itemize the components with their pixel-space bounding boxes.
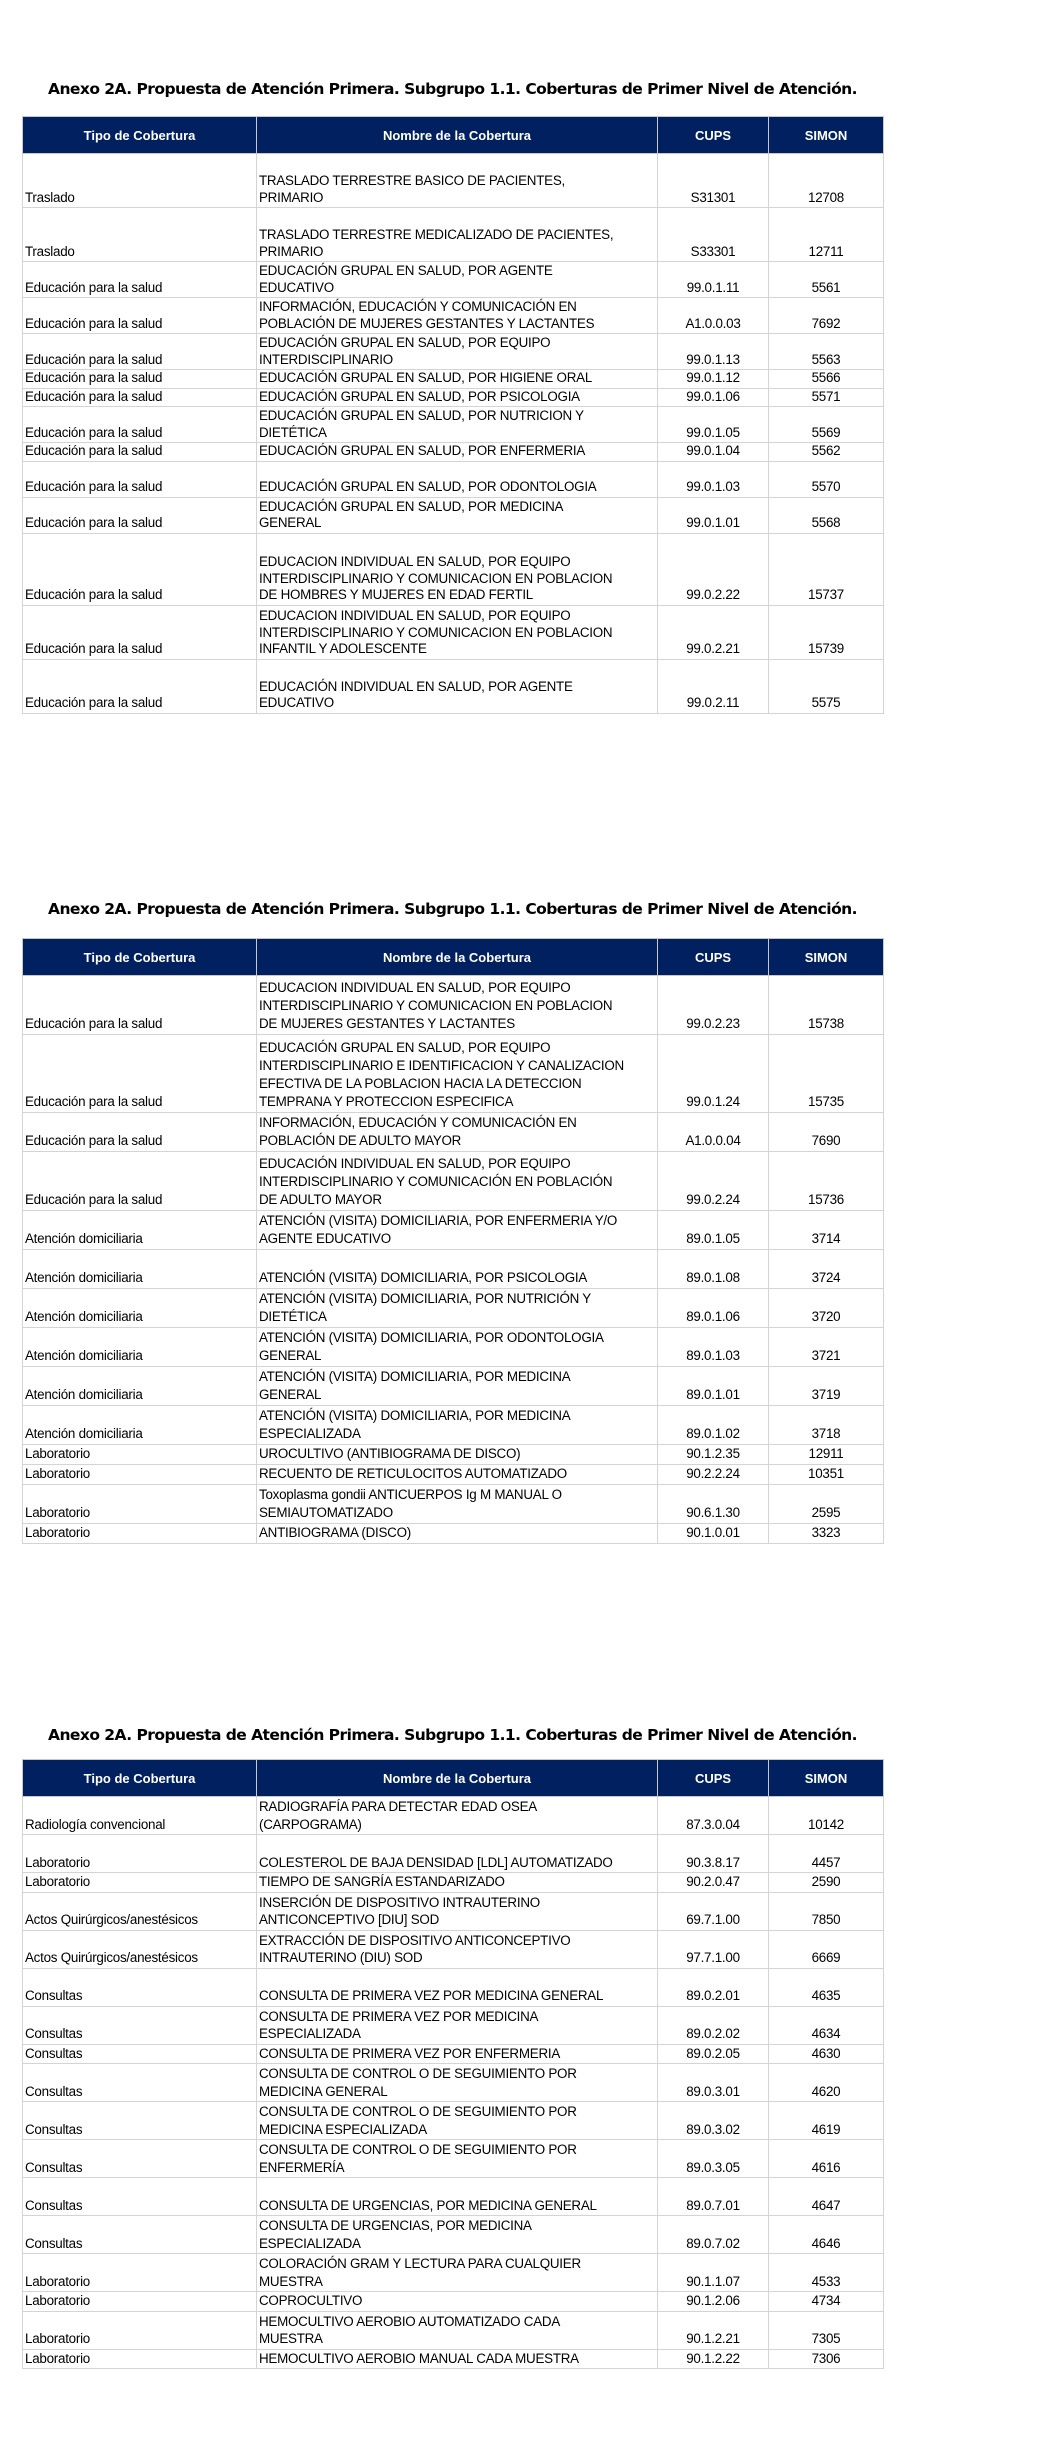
coverage-name-text: EDUCACIÓN GRUPAL EN SALUD, POR PSICOLOGIA bbox=[259, 388, 580, 404]
cell-nombre-cobertura bbox=[257, 1035, 658, 1113]
cell-simon-code: 4646 bbox=[769, 2216, 884, 2254]
cell-cups-code: 99.0.2.23 bbox=[658, 976, 769, 1035]
cell-tipo-cobertura: Traslado bbox=[23, 154, 257, 208]
coverage-name-text: EDUCACIÓN GRUPAL EN SALUD, POR NUTRICION Y DIETÉTICA bbox=[259, 408, 584, 440]
cell-nombre-cobertura bbox=[257, 533, 658, 605]
coverage-name-text: CONSULTA DE CONTROL O DE SEGUIMIENTO POR MEDICINA GENERAL bbox=[259, 2066, 577, 2099]
column-header-simon: SIMON bbox=[769, 1760, 884, 1797]
cell-simon-code: 15739 bbox=[769, 605, 884, 659]
cell-simon-code: 2595 bbox=[769, 1485, 884, 1524]
cell-nombre-cobertura bbox=[257, 1835, 658, 1873]
cell-simon-code: 4647 bbox=[769, 2178, 884, 2216]
table-row bbox=[23, 1930, 884, 1968]
cell-tipo-cobertura: Consultas bbox=[23, 1968, 257, 2006]
cell-tipo-cobertura: Educación para la salud bbox=[23, 605, 257, 659]
cell-cups-code: A1.0.0.04 bbox=[658, 1113, 769, 1152]
coverage-name-text: EDUCACIÓN INDIVIDUAL EN SALUD, POR AGENTE EDUCATIVO bbox=[259, 678, 573, 710]
coverage-name-text: TRASLADO TERRESTRE BASICO DE PACIENTES, PRIMARIO bbox=[259, 173, 565, 205]
cell-cups-code: 99.0.1.06 bbox=[658, 388, 769, 407]
cell-simon-code: 4619 bbox=[769, 2102, 884, 2140]
coverage-name-text: ATENCIÓN (VISITA) DOMICILIARIA, POR MEDICINA ESPECIALIZADA bbox=[259, 1408, 571, 1441]
column-header-cups: CUPS bbox=[658, 939, 769, 976]
cell-cups-code: S31301 bbox=[658, 154, 769, 208]
cell-simon-code: 5570 bbox=[769, 461, 884, 497]
table-row bbox=[23, 1367, 884, 1406]
cell-simon-code: 7850 bbox=[769, 1892, 884, 1930]
coverage-name-text: CONSULTA DE CONTROL O DE SEGUIMIENTO POR ENFERMERÍA bbox=[259, 2142, 577, 2175]
cell-cups-code: S33301 bbox=[658, 208, 769, 262]
cell-cups-code: 69.7.1.00 bbox=[658, 1892, 769, 1930]
cell-tipo-cobertura: Laboratorio bbox=[23, 2254, 257, 2292]
cell-cups-code: 99.0.1.24 bbox=[658, 1035, 769, 1113]
cell-nombre-cobertura bbox=[257, 461, 658, 497]
coverage-table bbox=[22, 938, 884, 1544]
cell-cups-code: 99.0.2.22 bbox=[658, 533, 769, 605]
table-row bbox=[23, 2292, 884, 2312]
coverage-name-text: EDUCACION INDIVIDUAL EN SALUD, POR EQUIPO INTERDISCIPLINARIO Y COMUNICACION EN POBLACION DE HOMBRES Y MUJERES EN EDAD FERTIL bbox=[259, 554, 613, 602]
coverage-name-text: RECUENTO DE RETICULOCITOS AUTOMATIZADO bbox=[259, 1466, 567, 1481]
cell-cups-code: 99.0.1.13 bbox=[658, 334, 769, 370]
table-row bbox=[23, 2140, 884, 2178]
coverage-name-text: ATENCIÓN (VISITA) DOMICILIARIA, POR PSICOLOGIA bbox=[259, 1270, 588, 1285]
coverage-name-text: TRASLADO TERRESTRE MEDICALIZADO DE PACIENTES, PRIMARIO bbox=[259, 227, 614, 259]
cell-tipo-cobertura: Atención domiciliaria bbox=[23, 1289, 257, 1328]
cell-cups-code: 99.0.1.05 bbox=[658, 407, 769, 443]
cell-nombre-cobertura bbox=[257, 2292, 658, 2312]
column-header-nombre: Nombre de la Cobertura bbox=[257, 939, 658, 976]
table-row bbox=[23, 2064, 884, 2102]
cell-simon-code: 15738 bbox=[769, 976, 884, 1035]
cell-tipo-cobertura: Atención domiciliaria bbox=[23, 1328, 257, 1367]
cell-nombre-cobertura bbox=[257, 1873, 658, 1893]
coverage-name-text: EDUCACION INDIVIDUAL EN SALUD, POR EQUIPO INTERDISCIPLINARIO Y COMUNICACION EN POBLACION DE MUJERES GESTANTES Y LACTANTES bbox=[259, 980, 613, 1031]
cell-cups-code: 89.0.1.02 bbox=[658, 1406, 769, 1445]
coverage-name-text: EDUCACIÓN GRUPAL EN SALUD, POR ODONTOLOGIA bbox=[259, 479, 597, 494]
cell-nombre-cobertura bbox=[257, 1367, 658, 1406]
cell-nombre-cobertura bbox=[257, 154, 658, 208]
coverage-name-text: ANTIBIOGRAMA (DISCO) bbox=[259, 1525, 411, 1540]
cell-cups-code: 90.1.2.06 bbox=[658, 2292, 769, 2312]
cell-nombre-cobertura bbox=[257, 370, 658, 389]
cell-simon-code: 15735 bbox=[769, 1035, 884, 1113]
table-row bbox=[23, 388, 884, 407]
cell-simon-code: 3724 bbox=[769, 1250, 884, 1289]
cell-simon-code: 7690 bbox=[769, 1113, 884, 1152]
cell-cups-code: 89.0.3.05 bbox=[658, 2140, 769, 2178]
cell-cups-code: A1.0.0.03 bbox=[658, 298, 769, 334]
cell-cups-code: 89.0.3.02 bbox=[658, 2102, 769, 2140]
cell-simon-code: 10142 bbox=[769, 1797, 884, 1835]
coverage-name-text: INFORMACIÓN, EDUCACIÓN Y COMUNICACIÓN EN POBLACIÓN DE MUJERES GESTANTES Y LACTANTES bbox=[259, 299, 595, 331]
cell-nombre-cobertura bbox=[257, 298, 658, 334]
coverage-name-text: HEMOCULTIVO AEROBIO AUTOMATIZADO CADA MUESTRA bbox=[259, 2313, 561, 2346]
cell-simon-code: 4635 bbox=[769, 1968, 884, 2006]
table-row bbox=[23, 443, 884, 462]
cell-tipo-cobertura: Educación para la salud bbox=[23, 533, 257, 605]
table-row bbox=[23, 1113, 884, 1152]
table-row bbox=[23, 1328, 884, 1367]
cell-tipo-cobertura: Radiología convencional bbox=[23, 1797, 257, 1835]
table-row bbox=[23, 334, 884, 370]
cell-tipo-cobertura: Atención domiciliaria bbox=[23, 1250, 257, 1289]
cell-nombre-cobertura bbox=[257, 334, 658, 370]
cell-simon-code: 5562 bbox=[769, 443, 884, 462]
coverage-name-text: EDUCACIÓN GRUPAL EN SALUD, POR ENFERMERIA bbox=[259, 443, 586, 458]
column-header-cups: CUPS bbox=[658, 1760, 769, 1797]
cell-simon-code: 5575 bbox=[769, 659, 884, 713]
cell-tipo-cobertura: Laboratorio bbox=[23, 1485, 257, 1524]
cell-tipo-cobertura: Educación para la salud bbox=[23, 1152, 257, 1211]
cell-cups-code: 89.0.1.06 bbox=[658, 1289, 769, 1328]
cell-tipo-cobertura: Atención domiciliaria bbox=[23, 1211, 257, 1250]
cell-tipo-cobertura: Consultas bbox=[23, 2140, 257, 2178]
cell-tipo-cobertura: Educación para la salud bbox=[23, 659, 257, 713]
cell-nombre-cobertura bbox=[257, 1524, 658, 1544]
coverage-name-text: ATENCIÓN (VISITA) DOMICILIARIA, POR MEDICINA GENERAL bbox=[259, 1369, 571, 1402]
coverage-name-text: EDUCACIÓN GRUPAL EN SALUD, POR EQUIPO INTERDISCIPLINARIO E IDENTIFICACION Y CANALIZACION EFECTIVA DE LA POBLACION HACIA LA DETECCION TEMPRANA Y PROTECCION ESPECIFICA bbox=[259, 1040, 624, 1109]
coverage-name-text: ATENCIÓN (VISITA) DOMICILIARIA, POR ENFERMERIA Y/O AGENTE EDUCATIVO bbox=[259, 1213, 618, 1246]
coverage-name-text: EDUCACIÓN GRUPAL EN SALUD, POR AGENTE EDUCATIVO bbox=[259, 263, 553, 295]
cell-simon-code: 12708 bbox=[769, 154, 884, 208]
cell-simon-code: 6669 bbox=[769, 1930, 884, 1968]
cell-nombre-cobertura bbox=[257, 208, 658, 262]
cell-cups-code: 90.1.0.01 bbox=[658, 1524, 769, 1544]
cell-simon-code: 5571 bbox=[769, 388, 884, 407]
coverage-name-text: EDUCACIÓN GRUPAL EN SALUD, POR MEDICINA GENERAL bbox=[259, 498, 564, 530]
cell-tipo-cobertura: Atención domiciliaria bbox=[23, 1367, 257, 1406]
cell-simon-code: 7305 bbox=[769, 2311, 884, 2349]
cell-simon-code: 4630 bbox=[769, 2044, 884, 2064]
column-header-tipo: Tipo de Cobertura bbox=[23, 1760, 257, 1797]
cell-tipo-cobertura: Consultas bbox=[23, 2178, 257, 2216]
cell-cups-code: 89.0.1.08 bbox=[658, 1250, 769, 1289]
cell-nombre-cobertura bbox=[257, 497, 658, 533]
cell-nombre-cobertura bbox=[257, 2064, 658, 2102]
cell-cups-code: 89.0.2.02 bbox=[658, 2006, 769, 2044]
coverage-name-text: EDUCACIÓN GRUPAL EN SALUD, POR EQUIPO INTERDISCIPLINARIO bbox=[259, 335, 551, 367]
cell-tipo-cobertura: Consultas bbox=[23, 2064, 257, 2102]
coverage-name-text: HEMOCULTIVO AEROBIO MANUAL CADA MUESTRA bbox=[259, 2350, 579, 2366]
cell-nombre-cobertura bbox=[257, 2140, 658, 2178]
cell-tipo-cobertura: Laboratorio bbox=[23, 2311, 257, 2349]
table-row bbox=[23, 1289, 884, 1328]
cell-tipo-cobertura: Educación para la salud bbox=[23, 407, 257, 443]
cell-tipo-cobertura: Educación para la salud bbox=[23, 443, 257, 462]
coverage-name-text: COLESTEROL DE BAJA DENSIDAD [LDL] AUTOMATIZADO bbox=[259, 1854, 613, 1870]
cell-cups-code: 89.0.2.01 bbox=[658, 1968, 769, 2006]
cell-simon-code: 5561 bbox=[769, 262, 884, 298]
cell-cups-code: 99.0.1.03 bbox=[658, 461, 769, 497]
cell-simon-code: 4457 bbox=[769, 1835, 884, 1873]
coverage-name-text: CONSULTA DE PRIMERA VEZ POR ENFERMERIA bbox=[259, 2045, 561, 2061]
table-header-row bbox=[23, 939, 884, 976]
cell-tipo-cobertura: Educación para la salud bbox=[23, 334, 257, 370]
cell-tipo-cobertura: Actos Quirúrgicos/anestésicos bbox=[23, 1930, 257, 1968]
cell-cups-code: 90.2.0.47 bbox=[658, 1873, 769, 1893]
cell-tipo-cobertura: Consultas bbox=[23, 2102, 257, 2140]
cell-cups-code: 90.1.2.22 bbox=[658, 2349, 769, 2369]
table-row bbox=[23, 154, 884, 208]
section-title: Anexo 2A. Propuesta de Atención Primera. Subgrupo 1.1. Coberturas de Primer Nivel de Atención. bbox=[48, 900, 857, 918]
table-row bbox=[23, 370, 884, 389]
table-row bbox=[23, 1445, 884, 1465]
cell-simon-code: 4634 bbox=[769, 2006, 884, 2044]
coverage-name-text: EDUCACIÓN GRUPAL EN SALUD, POR HIGIENE ORAL bbox=[259, 370, 593, 385]
cell-tipo-cobertura: Laboratorio bbox=[23, 1873, 257, 1893]
cell-tipo-cobertura: Laboratorio bbox=[23, 1445, 257, 1465]
cell-tipo-cobertura: Educación para la salud bbox=[23, 370, 257, 389]
cell-cups-code: 90.1.1.07 bbox=[658, 2254, 769, 2292]
cell-cups-code: 87.3.0.04 bbox=[658, 1797, 769, 1835]
table-row bbox=[23, 1873, 884, 1893]
cell-simon-code: 15737 bbox=[769, 533, 884, 605]
coverage-name-text: CONSULTA DE URGENCIAS, POR MEDICINA GENERAL bbox=[259, 2197, 597, 2213]
cell-nombre-cobertura bbox=[257, 1328, 658, 1367]
cell-tipo-cobertura: Atención domiciliaria bbox=[23, 1406, 257, 1445]
cell-cups-code: 90.1.2.21 bbox=[658, 2311, 769, 2349]
table-header-row bbox=[23, 1760, 884, 1797]
cell-tipo-cobertura: Educación para la salud bbox=[23, 1035, 257, 1113]
cell-nombre-cobertura bbox=[257, 1406, 658, 1445]
table-row bbox=[23, 1835, 884, 1873]
coverage-name-text: COLORACIÓN GRAM Y LECTURA PARA CUALQUIER MUESTRA bbox=[259, 2256, 581, 2289]
table-row bbox=[23, 2044, 884, 2064]
cell-nombre-cobertura bbox=[257, 2044, 658, 2064]
cell-cups-code: 89.0.1.05 bbox=[658, 1211, 769, 1250]
table-row bbox=[23, 1797, 884, 1835]
table-row bbox=[23, 208, 884, 262]
coverage-name-text: TIEMPO DE SANGRÍA ESTANDARIZADO bbox=[259, 1874, 505, 1889]
cell-simon-code: 5566 bbox=[769, 370, 884, 389]
cell-nombre-cobertura bbox=[257, 2311, 658, 2349]
cell-nombre-cobertura bbox=[257, 2349, 658, 2369]
cell-cups-code: 99.0.1.11 bbox=[658, 262, 769, 298]
coverage-name-text: CONSULTA DE PRIMERA VEZ POR MEDICINA ESPECIALIZADA bbox=[259, 2008, 539, 2041]
coverage-name-text: CONSULTA DE CONTROL O DE SEGUIMIENTO POR MEDICINA ESPECIALIZADA bbox=[259, 2104, 577, 2137]
cell-simon-code: 3718 bbox=[769, 1406, 884, 1445]
cell-simon-code: 5563 bbox=[769, 334, 884, 370]
table-row bbox=[23, 659, 884, 713]
cell-cups-code: 97.7.1.00 bbox=[658, 1930, 769, 1968]
table-row bbox=[23, 1524, 884, 1544]
table-row bbox=[23, 298, 884, 334]
cell-tipo-cobertura: Consultas bbox=[23, 2044, 257, 2064]
table-row bbox=[23, 497, 884, 533]
cell-simon-code: 5568 bbox=[769, 497, 884, 533]
cell-tipo-cobertura: Traslado bbox=[23, 208, 257, 262]
cell-cups-code: 90.1.2.35 bbox=[658, 1445, 769, 1465]
table-row bbox=[23, 461, 884, 497]
cell-cups-code: 99.0.2.24 bbox=[658, 1152, 769, 1211]
coverage-name-text: EDUCACION INDIVIDUAL EN SALUD, POR EQUIPO INTERDISCIPLINARIO Y COMUNICACION EN POBLACION INFANTIL Y ADOLESCENTE bbox=[259, 608, 613, 656]
cell-nombre-cobertura bbox=[257, 1445, 658, 1465]
coverage-name-text: INSERCIÓN DE DISPOSITIVO INTRAUTERINO ANTICONCEPTIVO [DIU] SOD bbox=[259, 1894, 540, 1927]
table-row bbox=[23, 2102, 884, 2140]
cell-cups-code: 89.0.1.01 bbox=[658, 1367, 769, 1406]
coverage-name-text: EDUCACIÓN INDIVIDUAL EN SALUD, POR EQUIPO INTERDISCIPLINARIO Y COMUNICACIÓN EN POBLACIÓN DE ADULTO MAYOR bbox=[259, 1156, 613, 1207]
cell-nombre-cobertura bbox=[257, 2178, 658, 2216]
cell-simon-code: 3714 bbox=[769, 1211, 884, 1250]
coverage-name-text: CONSULTA DE PRIMERA VEZ POR MEDICINA GENERAL bbox=[259, 1988, 604, 2003]
table-row bbox=[23, 605, 884, 659]
cell-nombre-cobertura bbox=[257, 2254, 658, 2292]
cell-nombre-cobertura bbox=[257, 2102, 658, 2140]
cell-nombre-cobertura bbox=[257, 1485, 658, 1524]
cell-tipo-cobertura: Consultas bbox=[23, 2216, 257, 2254]
cell-simon-code: 3323 bbox=[769, 1524, 884, 1544]
table-row bbox=[23, 2311, 884, 2349]
cell-simon-code: 4616 bbox=[769, 2140, 884, 2178]
column-header-simon: SIMON bbox=[769, 939, 884, 976]
table-row bbox=[23, 1406, 884, 1445]
cell-simon-code: 4734 bbox=[769, 2292, 884, 2312]
coverage-table bbox=[22, 1759, 884, 2369]
cell-simon-code: 4620 bbox=[769, 2064, 884, 2102]
cell-tipo-cobertura: Laboratorio bbox=[23, 1835, 257, 1873]
cell-tipo-cobertura: Educación para la salud bbox=[23, 388, 257, 407]
cell-cups-code: 99.0.2.11 bbox=[658, 659, 769, 713]
table-row bbox=[23, 533, 884, 605]
cell-nombre-cobertura bbox=[257, 2006, 658, 2044]
coverage-name-text: INFORMACIÓN, EDUCACIÓN Y COMUNICACIÓN EN POBLACIÓN DE ADULTO MAYOR bbox=[259, 1115, 577, 1148]
cell-tipo-cobertura: Educación para la salud bbox=[23, 976, 257, 1035]
column-header-tipo: Tipo de Cobertura bbox=[23, 939, 257, 976]
cell-nombre-cobertura bbox=[257, 1113, 658, 1152]
table-header-row bbox=[23, 117, 884, 154]
table-row bbox=[23, 1465, 884, 1485]
coverage-name-text: ATENCIÓN (VISITA) DOMICILIARIA, POR ODONTOLOGIA GENERAL bbox=[259, 1330, 604, 1363]
cell-tipo-cobertura: Laboratorio bbox=[23, 1524, 257, 1544]
cell-nombre-cobertura bbox=[257, 976, 658, 1035]
cell-simon-code: 5569 bbox=[769, 407, 884, 443]
cell-nombre-cobertura bbox=[257, 262, 658, 298]
table-row bbox=[23, 407, 884, 443]
cell-tipo-cobertura: Laboratorio bbox=[23, 2292, 257, 2312]
cell-tipo-cobertura: Educación para la salud bbox=[23, 497, 257, 533]
cell-nombre-cobertura bbox=[257, 1152, 658, 1211]
coverage-name-text: UROCULTIVO (ANTIBIOGRAMA DE DISCO) bbox=[259, 1446, 521, 1461]
cell-simon-code: 12911 bbox=[769, 1445, 884, 1465]
cell-nombre-cobertura bbox=[257, 1892, 658, 1930]
cell-nombre-cobertura bbox=[257, 1465, 658, 1485]
cell-simon-code: 3719 bbox=[769, 1367, 884, 1406]
coverage-name-text: CONSULTA DE URGENCIAS, POR MEDICINA ESPECIALIZADA bbox=[259, 2218, 532, 2251]
cell-nombre-cobertura bbox=[257, 659, 658, 713]
cell-cups-code: 89.0.3.01 bbox=[658, 2064, 769, 2102]
cell-simon-code: 3721 bbox=[769, 1328, 884, 1367]
cell-tipo-cobertura: Consultas bbox=[23, 2006, 257, 2044]
cell-cups-code: 99.0.1.04 bbox=[658, 443, 769, 462]
cell-nombre-cobertura bbox=[257, 1797, 658, 1835]
cell-cups-code: 99.0.2.21 bbox=[658, 605, 769, 659]
section-title: Anexo 2A. Propuesta de Atención Primera. Subgrupo 1.1. Coberturas de Primer Nivel de Atención. bbox=[48, 80, 857, 98]
column-header-nombre: Nombre de la Cobertura bbox=[257, 1760, 658, 1797]
cell-simon-code: 15736 bbox=[769, 1152, 884, 1211]
cell-nombre-cobertura bbox=[257, 407, 658, 443]
column-header-nombre: Nombre de la Cobertura bbox=[257, 117, 658, 154]
table-row bbox=[23, 2349, 884, 2369]
table-row bbox=[23, 1211, 884, 1250]
cell-cups-code: 99.0.1.01 bbox=[658, 497, 769, 533]
cell-cups-code: 89.0.7.01 bbox=[658, 2178, 769, 2216]
cell-cups-code: 90.6.1.30 bbox=[658, 1485, 769, 1524]
coverage-name-text: ATENCIÓN (VISITA) DOMICILIARIA, POR NUTRICIÓN Y DIETÉTICA bbox=[259, 1291, 591, 1324]
table-row bbox=[23, 262, 884, 298]
table-row bbox=[23, 976, 884, 1035]
table-row bbox=[23, 2006, 884, 2044]
cell-cups-code: 89.0.1.03 bbox=[658, 1328, 769, 1367]
cell-tipo-cobertura: Educación para la salud bbox=[23, 262, 257, 298]
coverage-name-text: COPROCULTIVO bbox=[259, 2293, 363, 2308]
column-header-cups: CUPS bbox=[658, 117, 769, 154]
table-row bbox=[23, 2178, 884, 2216]
cell-cups-code: 89.0.7.02 bbox=[658, 2216, 769, 2254]
coverage-table bbox=[22, 116, 884, 714]
cell-nombre-cobertura bbox=[257, 2216, 658, 2254]
coverage-name-text: EXTRACCIÓN DE DISPOSITIVO ANTICONCEPTIVO INTRAUTERINO (DIU) SOD bbox=[259, 1932, 571, 1965]
cell-nombre-cobertura bbox=[257, 1289, 658, 1328]
table-row bbox=[23, 1035, 884, 1113]
table-row bbox=[23, 1152, 884, 1211]
cell-simon-code: 12711 bbox=[769, 208, 884, 262]
section-title: Anexo 2A. Propuesta de Atención Primera. Subgrupo 1.1. Coberturas de Primer Nivel de Atención. bbox=[48, 1726, 857, 1744]
cell-tipo-cobertura: Educación para la salud bbox=[23, 1113, 257, 1152]
table-row bbox=[23, 1250, 884, 1289]
cell-simon-code: 7306 bbox=[769, 2349, 884, 2369]
cell-simon-code: 7692 bbox=[769, 298, 884, 334]
coverage-name-text: Toxoplasma gondii ANTICUERPOS Ig M MANUAL O SEMIAUTOMATIZADO bbox=[259, 1487, 562, 1520]
cell-tipo-cobertura: Actos Quirúrgicos/anestésicos bbox=[23, 1892, 257, 1930]
cell-simon-code: 4533 bbox=[769, 2254, 884, 2292]
cell-nombre-cobertura bbox=[257, 1211, 658, 1250]
cell-cups-code: 90.3.8.17 bbox=[658, 1835, 769, 1873]
cell-tipo-cobertura: Laboratorio bbox=[23, 2349, 257, 2369]
cell-simon-code: 2590 bbox=[769, 1873, 884, 1893]
table-row bbox=[23, 1485, 884, 1524]
table-row bbox=[23, 2216, 884, 2254]
cell-nombre-cobertura bbox=[257, 1250, 658, 1289]
cell-nombre-cobertura bbox=[257, 605, 658, 659]
coverage-name-text: RADIOGRAFÍA PARA DETECTAR EDAD OSEA (CARPOGRAMA) bbox=[259, 1799, 537, 1832]
cell-tipo-cobertura: Educación para la salud bbox=[23, 298, 257, 334]
table-row bbox=[23, 1892, 884, 1930]
column-header-simon: SIMON bbox=[769, 117, 884, 154]
cell-cups-code: 89.0.2.05 bbox=[658, 2044, 769, 2064]
column-header-tipo: Tipo de Cobertura bbox=[23, 117, 257, 154]
cell-nombre-cobertura bbox=[257, 443, 658, 462]
cell-nombre-cobertura bbox=[257, 388, 658, 407]
cell-simon-code: 10351 bbox=[769, 1465, 884, 1485]
cell-cups-code: 90.2.2.24 bbox=[658, 1465, 769, 1485]
table-row bbox=[23, 1968, 884, 2006]
cell-simon-code: 3720 bbox=[769, 1289, 884, 1328]
cell-nombre-cobertura bbox=[257, 1930, 658, 1968]
cell-tipo-cobertura: Educación para la salud bbox=[23, 461, 257, 497]
table-row bbox=[23, 2254, 884, 2292]
cell-tipo-cobertura: Laboratorio bbox=[23, 1465, 257, 1485]
cell-cups-code: 99.0.1.12 bbox=[658, 370, 769, 389]
cell-nombre-cobertura bbox=[257, 1968, 658, 2006]
